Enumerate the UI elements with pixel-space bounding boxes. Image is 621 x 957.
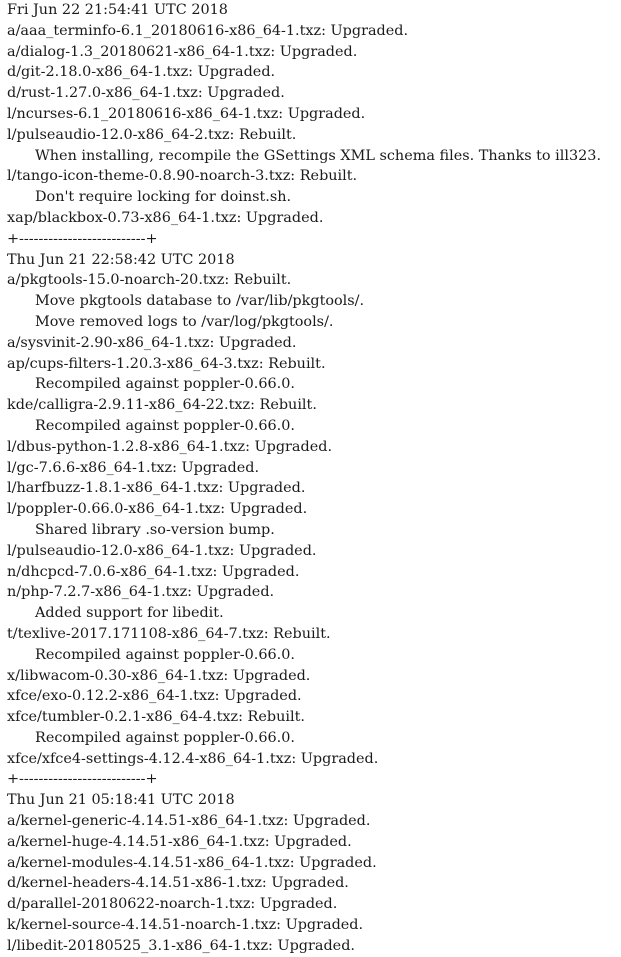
package-entry: l/harfbuzz-1.8.1-x86_64-1.txz: Upgraded. <box>7 480 306 497</box>
package-entry: n/dhcpcd-7.0.6-x86_64-1.txz: Upgraded. <box>7 563 300 580</box>
package-entry: l/pulseaudio-12.0-x86_64-2.txz: Rebuilt. <box>7 126 297 143</box>
package-entry: d/parallel-20180622-noarch-1.txz: Upgraded. <box>7 896 338 913</box>
package-entry: a/dialog-1.3_20180621-x86_64-1.txz: Upgraded. <box>7 43 358 60</box>
package-entry: a/sysvinit-2.90-x86_64-1.txz: Upgraded. <box>7 334 297 351</box>
changelog-text <box>7 0 617 957</box>
entry-note: When installing, recompile the GSettings XML schema files. Thanks to ill323. <box>35 147 602 164</box>
package-entry: k/kernel-source-4.14.51-noarch-1.txz: Upgraded. <box>7 917 364 934</box>
package-entry: l/poppler-0.66.0-x86_64-1.txz: Upgraded. <box>7 501 308 518</box>
changelog-date-heading: Fri Jun 22 21:54:41 UTC 2018 <box>7 2 228 18</box>
package-entry: ap/cups-filters-1.20.3-x86_64-3.txz: Rebuilt. <box>7 355 326 372</box>
entry-note: Recompiled against poppler-0.66.0. <box>35 646 295 663</box>
package-entry: a/pkgtools-15.0-noarch-20.txz: Rebuilt. <box>7 272 292 289</box>
entry-note: Recompiled against poppler-0.66.0. <box>35 417 295 434</box>
package-entry: n/php-7.2.7-x86_64-1.txz: Upgraded. <box>7 584 275 601</box>
package-entry: a/kernel-huge-4.14.51-x86_64-1.txz: Upgraded. <box>7 833 352 850</box>
section-separator: +--------------------------+ <box>7 771 158 788</box>
package-entry: d/rust-1.27.0-x86_64-1.txz: Upgraded. <box>7 85 285 102</box>
package-entry: l/gc-7.6.6-x86_64-1.txz: Upgraded. <box>7 459 260 476</box>
section-separator: +--------------------------+ <box>7 230 158 247</box>
entry-note: Move removed logs to /var/log/pkgtools/. <box>35 313 334 330</box>
entry-note: Don't require locking for doinst.sh. <box>35 189 292 206</box>
entry-note: Recompiled against poppler-0.66.0. <box>35 729 295 746</box>
package-entry: xfce/exo-0.12.2-x86_64-1.txz: Upgraded. <box>7 688 302 705</box>
entry-note: Move pkgtools database to /var/lib/pkgtools/. <box>35 293 365 310</box>
package-entry: xfce/tumbler-0.2.1-x86_64-4.txz: Rebuilt. <box>7 709 305 726</box>
entry-note: Added support for libedit. <box>35 605 224 622</box>
package-entry: d/git-2.18.0-x86_64-1.txz: Upgraded. <box>7 64 276 81</box>
package-entry: t/texlive-2017.171108-x86_64-7.txz: Rebuilt. <box>7 625 331 642</box>
package-entry: l/tango-icon-theme-0.8.90-noarch-3.txz: Rebuilt. <box>7 168 358 185</box>
package-entry: a/kernel-modules-4.14.51-x86_64-1.txz: Upgraded. <box>7 854 377 871</box>
package-entry: a/aaa_terminfo-6.1_20180616-x86_64-1.txz: Upgraded. <box>7 22 409 39</box>
package-entry: l/dbus-python-1.2.8-x86_64-1.txz: Upgraded. <box>7 438 333 455</box>
package-entry: l/ncurses-6.1_20180616-x86_64-1.txz: Upgraded. <box>7 105 366 122</box>
package-entry: kde/calligra-2.9.11-x86_64-22.txz: Rebuilt. <box>7 397 317 414</box>
package-entry: x/libwacom-0.30-x86_64-1.txz: Upgraded. <box>7 667 311 684</box>
package-entry: l/pulseaudio-12.0-x86_64-1.txz: Upgraded. <box>7 542 317 559</box>
changelog-date-heading: Thu Jun 21 22:58:42 UTC 2018 <box>7 251 235 268</box>
package-entry: xfce/xfce4-settings-4.12.4-x86_64-1.txz: Upgraded. <box>7 750 379 767</box>
entry-note: Shared library .so-version bump. <box>35 521 275 538</box>
package-entry: l/libedit-20180525_3.1-x86_64-1.txz: Upgraded. <box>7 937 355 954</box>
package-entry: xap/blackbox-0.73-x86_64-1.txz: Upgraded. <box>7 209 324 226</box>
changelog-date-heading: Thu Jun 21 05:18:41 UTC 2018 <box>7 792 235 809</box>
package-entry: a/kernel-generic-4.14.51-x86_64-1.txz: Upgraded. <box>7 813 371 830</box>
package-entry: d/kernel-headers-4.14.51-x86-1.txz: Upgraded. <box>7 875 349 892</box>
entry-note: Recompiled against poppler-0.66.0. <box>35 376 295 393</box>
